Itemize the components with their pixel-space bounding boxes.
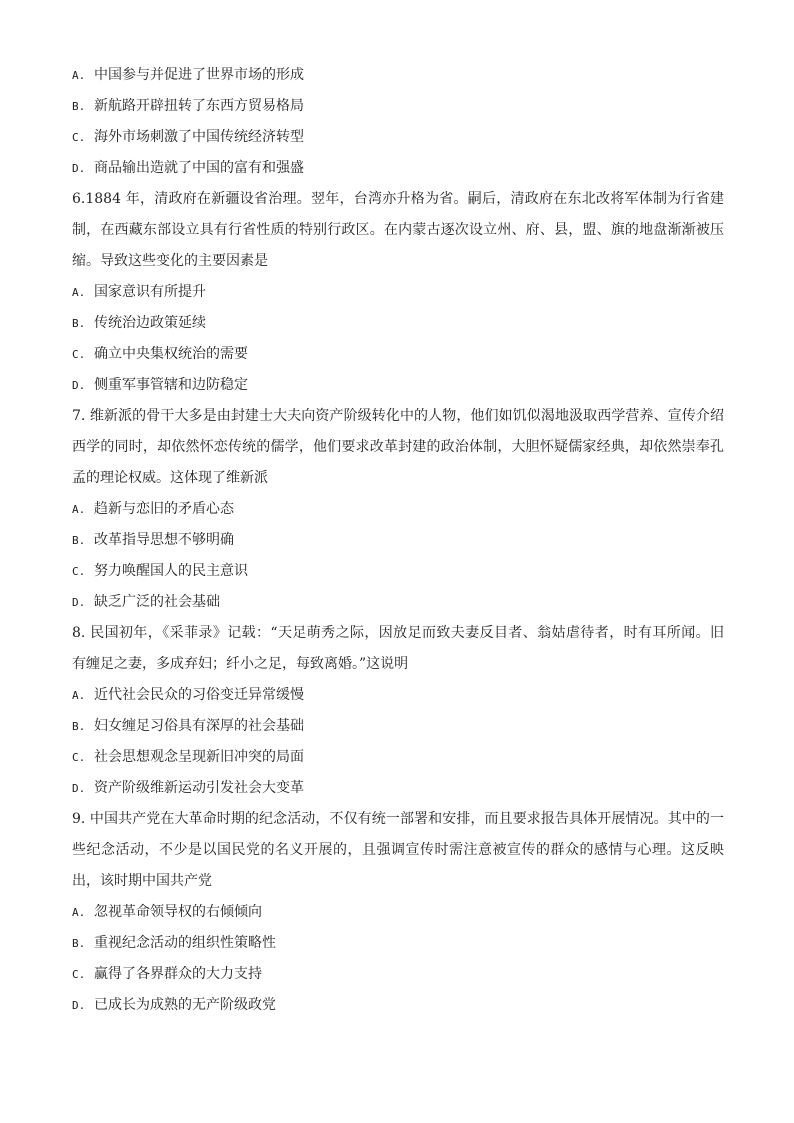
q7-option-d <box>72 587 724 618</box>
q7-stem-line: 孟的理论权威。这体现了维新派 <box>72 470 268 486</box>
q9-option-b <box>72 928 724 959</box>
option-key: C. <box>72 565 86 578</box>
q7-option-c <box>72 556 724 587</box>
question-5-options <box>72 60 724 184</box>
option-key: A. <box>72 689 86 702</box>
q8-stem-line: 8. 民国初年，《采菲录》记载：“天足萌秀之际，因放足而致夫妻反目者、翁姑虐待者，时有耳所闻。旧 <box>72 625 724 641</box>
q9-stem-line: 9. 中国共产党在大革命时期的纪念活动，不仅有统一部署和安排，而且要求报告具体开展情况。其中的一 <box>72 811 724 827</box>
question-7 <box>72 401 724 618</box>
option-text: 趋新与恋旧的矛盾心态 <box>94 501 234 517</box>
option-text: 改革指导思想不够明确 <box>94 532 234 548</box>
q6-option-a <box>72 277 724 308</box>
option-key: C. <box>72 968 86 981</box>
option-text: 缺乏广泛的社会基础 <box>94 594 220 610</box>
option-key: D. <box>72 162 86 175</box>
q8-option-d <box>72 773 724 804</box>
option-key: B. <box>72 534 86 547</box>
option-key: D. <box>72 596 86 609</box>
q7-stem-line: 西学的同时，却依然怀恋传统的儒学，他们要求改革封建的政治体制，大胆怀疑儒家经典，却依然崇奉孔 <box>72 439 724 455</box>
option-text: 侧重军事管辖和边防稳定 <box>94 377 248 393</box>
q6-stem-line: 缩。导致这些变化的主要因素是 <box>72 253 268 269</box>
q6-option-b <box>72 308 724 339</box>
q8-option-c <box>72 742 724 773</box>
option-text: 忽视革命领导权的右倾倾向 <box>94 904 262 920</box>
option-text: 中国参与并促进了世界市场的形成 <box>94 67 304 83</box>
option-key: C. <box>72 348 86 361</box>
q8-stem-line: 有缠足之妻，多成弃妇；纤小之足，每致离婚。”这说明 <box>72 656 409 672</box>
option-key: A. <box>72 69 86 82</box>
q9-stem-line: 出，该时期中国共产党 <box>72 873 212 889</box>
option-text: 近代社会民众的习俗变迁异常缓慢 <box>94 687 304 703</box>
q7-stem-line: 7. 维新派的骨干大多是由封建士大夫向资产阶级转化中的人物，他们如饥似渴地汲取西学营养、宣传介绍 <box>72 408 724 424</box>
q5-option-c <box>72 122 724 153</box>
q7-option-b <box>72 525 724 556</box>
q9-option-d <box>72 990 724 1021</box>
q8-option-b <box>72 711 724 742</box>
option-key: D. <box>72 999 86 1012</box>
question-6 <box>72 184 724 401</box>
option-text: 新航路开辟扭转了东西方贸易格局 <box>94 98 304 114</box>
option-key: A. <box>72 503 86 516</box>
question-8 <box>72 618 724 804</box>
q5-option-a <box>72 60 724 91</box>
option-text: 海外市场刺激了中国传统经济转型 <box>94 129 304 145</box>
option-text: 确立中央集权统治的需要 <box>94 346 248 362</box>
option-key: C. <box>72 131 86 144</box>
q5-option-d <box>72 153 724 184</box>
option-key: B. <box>72 937 86 950</box>
option-text: 国家意识有所提升 <box>94 284 206 300</box>
option-key: B. <box>72 317 86 330</box>
option-text: 商品输出造就了中国的富有和强盛 <box>94 160 304 176</box>
option-text: 赢得了各界群众的大力支持 <box>94 966 262 982</box>
q6-option-c <box>72 339 724 370</box>
option-text: 重视纪念活动的组织性策略性 <box>94 935 276 951</box>
q6-stem-line: 6.1884 年，清政府在新疆设省治理。翌年，台湾亦升格为省。嗣后，清政府在东北改将军体制为行省建 <box>72 191 724 207</box>
option-text: 资产阶级维新运动引发社会大变革 <box>94 780 304 796</box>
option-key: A. <box>72 906 86 919</box>
option-key: A. <box>72 286 86 299</box>
option-key: D. <box>72 379 86 392</box>
option-key: B. <box>72 720 86 733</box>
q9-stem-line: 些纪念活动，不少是以国民党的名义开展的，且强调宣传时需注意被宣传的群众的感情与心理。这反映 <box>72 842 724 858</box>
q9-option-a <box>72 897 724 928</box>
q5-option-b <box>72 91 724 122</box>
option-key: D. <box>72 782 86 795</box>
option-key: B. <box>72 100 86 113</box>
option-text: 社会思想观念呈现新旧冲突的局面 <box>94 749 304 765</box>
q6-stem-line: 制，在西藏东部设立具有行省性质的特别行政区。在内蒙古逐次设立州、府、县，盟、旗的地盘渐渐被压 <box>72 222 724 238</box>
question-9 <box>72 804 724 1021</box>
option-key: C. <box>72 751 86 764</box>
q7-option-a <box>72 494 724 525</box>
option-text: 已成长为成熟的无产阶级政党 <box>94 997 276 1013</box>
q6-option-d <box>72 370 724 401</box>
option-text: 努力唤醒国人的民主意识 <box>94 563 248 579</box>
option-text: 传统治边政策延续 <box>94 315 206 331</box>
exam-page <box>72 60 724 1021</box>
option-text: 妇女缠足习俗具有深厚的社会基础 <box>94 718 304 734</box>
q8-option-a <box>72 680 724 711</box>
q9-option-c <box>72 959 724 990</box>
